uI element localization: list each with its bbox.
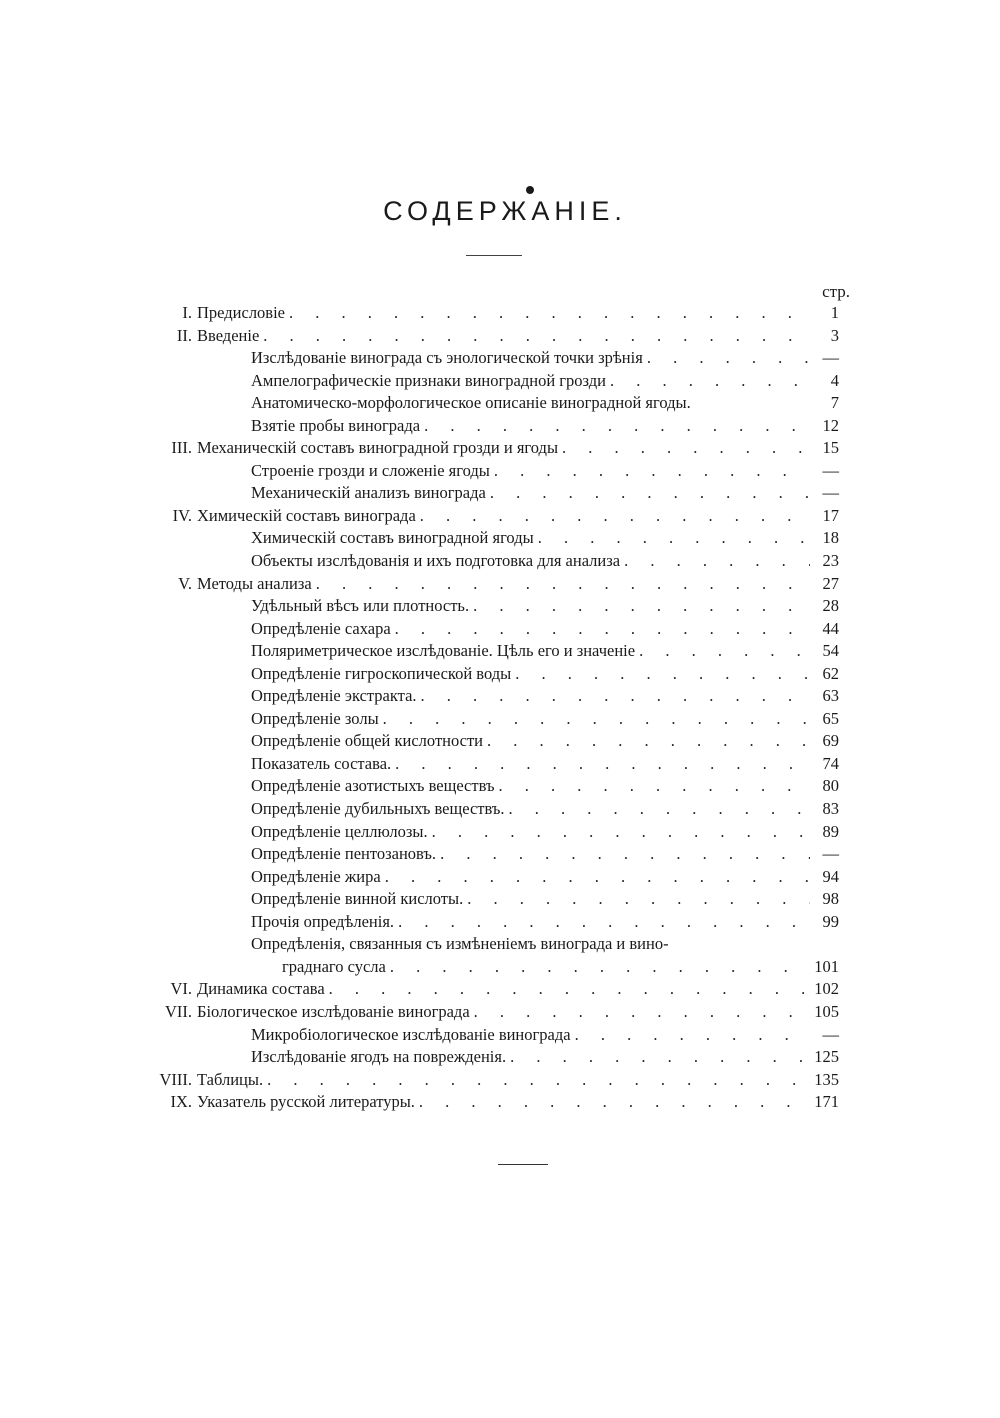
toc-entry-title: Строеніе грозди и сложеніе ягоды: [251, 460, 490, 480]
toc-entry: [0, 888, 1000, 911]
toc-entry-page: —: [822, 460, 839, 480]
toc-entry: [0, 437, 1000, 460]
toc-entry-title: Химическій составъ виноградной ягоды: [251, 528, 534, 548]
toc-entry-page: 7: [830, 393, 839, 413]
toc-entry-title: Указатель русской литературы.: [197, 1092, 415, 1112]
toc-entry-number: IV.: [172, 505, 192, 525]
toc-entry-title: Удѣльный вѣсъ или плотность.: [251, 596, 470, 616]
dot-leader: [289, 302, 810, 325]
toc-entry-leader: [197, 437, 810, 460]
bottom-divider: [498, 1164, 548, 1165]
toc-entry: [0, 753, 1000, 776]
dot-leader: [494, 460, 810, 483]
dot-leader: [424, 415, 810, 438]
toc-entry-page: 15: [822, 438, 839, 458]
toc-entry: [0, 392, 1000, 415]
toc-entry-leader: [197, 302, 810, 325]
toc-entry-leader: [197, 978, 810, 1001]
toc-entry: [0, 933, 1000, 956]
toc-entry-page: 27: [822, 573, 839, 593]
toc-entry-title: Опредѣленіе целлюлозы.: [251, 821, 428, 841]
toc-entry-page: 23: [822, 551, 839, 571]
toc-entry: [0, 708, 1000, 731]
dot-leader: [624, 550, 810, 573]
ornament-dot: [526, 186, 534, 194]
toc-entry-title: Объекты изслѣдованія и ихъ подготовка для анализа: [251, 551, 621, 571]
toc-entry-title: Опредѣленіе золы: [251, 708, 379, 728]
toc-entry-title: Микробіологическое изслѣдованіе винограда: [251, 1024, 571, 1044]
toc-entry: [0, 685, 1000, 708]
toc-entry-page: 94: [822, 866, 839, 886]
toc-entry-page: 3: [830, 325, 839, 345]
toc-entry: [0, 347, 1000, 370]
dot-leader: [421, 685, 810, 708]
toc-entry: [0, 618, 1000, 641]
page-title: СОДЕРЖАНІЕ.: [383, 196, 627, 226]
toc-entry: [0, 866, 1000, 889]
toc-entry-page: 171: [814, 1092, 839, 1112]
toc-entry: [0, 1069, 1000, 1092]
toc-entry-title: Введеніе: [197, 325, 260, 345]
toc-entry-title: Опредѣленіе общей кислотности: [251, 731, 484, 751]
dot-leader: [395, 753, 810, 776]
toc-entry: [0, 1001, 1000, 1024]
toc-entry: [0, 798, 1000, 821]
toc-entry-title: Поляриметрическое изслѣдованіе. Цѣль его и значеніе: [251, 641, 636, 661]
toc-entry: [0, 821, 1000, 844]
toc-entry-leader: [251, 1046, 810, 1069]
toc-entry-leader: [251, 618, 810, 641]
dot-leader: [515, 663, 810, 686]
toc-entry: [0, 663, 1000, 686]
toc-entry-title: Химическій составъ винограда: [197, 505, 416, 525]
dot-leader: [490, 482, 810, 505]
title-divider: [466, 255, 522, 256]
toc-entry: [0, 550, 1000, 573]
toc-entry-title: Механическій анализъ винограда: [251, 483, 486, 503]
dot-leader: [316, 573, 810, 596]
toc-entry-title: Біологическое изслѣдованіе винограда: [197, 1001, 470, 1021]
toc-entry: [0, 1046, 1000, 1069]
toc-entry-title: Анатомическо-морфологическое описаніе виноградной ягоды.: [251, 393, 691, 413]
dot-leader: [610, 370, 810, 393]
toc-entry-title: Опредѣленіе сахара: [251, 618, 391, 638]
toc-entry-page: 80: [822, 776, 839, 796]
toc-entry-leader: [251, 415, 810, 438]
toc-entry-title: Опредѣленіе жира: [251, 866, 381, 886]
toc-entry-leader: [197, 573, 810, 596]
dot-leader: [509, 798, 810, 821]
toc-entry-page: 54: [822, 641, 839, 661]
toc-entry: [0, 527, 1000, 550]
toc-entry-title: Взятіе пробы винограда: [251, 415, 421, 435]
toc-entry: [0, 370, 1000, 393]
dot-leader: [639, 640, 810, 663]
dot-leader: [538, 527, 810, 550]
toc-entry-title: Опредѣленіе азотистыхъ веществъ: [251, 776, 495, 796]
toc-entry-page: 18: [822, 528, 839, 548]
dot-leader: [263, 325, 810, 348]
toc-entry-leader: [282, 956, 810, 979]
toc-entry-leader: [197, 1069, 810, 1092]
dot-leader: [440, 843, 810, 866]
toc-entry-number: III.: [171, 438, 192, 458]
toc-entry-leader: [251, 933, 810, 956]
toc-entry-leader: [251, 640, 810, 663]
toc-entry-page: —: [822, 1024, 839, 1044]
toc-entry-page: 28: [822, 596, 839, 616]
dot-leader: [474, 1001, 810, 1024]
dot-leader: [499, 775, 811, 798]
toc-entry-leader: [197, 325, 810, 348]
toc-entry-title: Опредѣленіе пентозановъ.: [251, 844, 437, 864]
dot-leader: [562, 437, 810, 460]
toc-entry-title: Динамика состава: [197, 979, 325, 999]
toc-entry-leader: [251, 911, 810, 934]
toc-entry-leader: [251, 730, 810, 753]
toc-entry-title: Опредѣленіе гигроскопической воды: [251, 663, 512, 683]
toc-entry: [0, 956, 1000, 979]
table-of-contents: [0, 302, 1000, 1114]
toc-entry-leader: [251, 527, 810, 550]
toc-entry-title: Опредѣленіе винной кислоты.: [251, 889, 464, 909]
dot-leader: [267, 1069, 810, 1092]
toc-entry-title: Опредѣленія, связанныя съ измѣненіемъ винограда и вино-: [251, 934, 669, 954]
page-column-header: стр.: [822, 282, 850, 301]
toc-entry-leader: [197, 505, 810, 528]
dot-leader: [329, 978, 810, 1001]
toc-entry-leader: [251, 866, 810, 889]
toc-entry-leader: [251, 753, 810, 776]
toc-entry-number: VI.: [170, 979, 192, 999]
toc-entry-leader: [251, 775, 810, 798]
toc-entry-leader: [251, 595, 810, 618]
dot-leader: [432, 821, 810, 844]
toc-entry: [0, 415, 1000, 438]
toc-entry: [0, 843, 1000, 866]
toc-entry: [0, 595, 1000, 618]
dot-leader: [395, 618, 810, 641]
toc-entry-page: 99: [822, 911, 839, 931]
toc-entry-leader: [251, 482, 810, 505]
toc-entry-leader: [251, 460, 810, 483]
toc-entry-page: —: [822, 348, 839, 368]
toc-entry-number: IX.: [170, 1092, 192, 1112]
toc-entry-title: граднаго сусла: [282, 956, 386, 976]
toc-entry-title: Показатель состава.: [251, 753, 392, 773]
dot-leader: [385, 866, 810, 889]
toc-entry-page: 135: [814, 1069, 839, 1089]
dot-leader: [383, 708, 810, 731]
toc-entry-page: 125: [814, 1047, 839, 1067]
toc-entry-leader: [251, 843, 810, 866]
dot-leader: [390, 956, 810, 979]
toc-entry: [0, 978, 1000, 1001]
toc-entry-page: 65: [822, 708, 839, 728]
toc-entry: [0, 302, 1000, 325]
dot-leader: [467, 888, 810, 911]
toc-entry-title: Изслѣдованіе винограда съ энологической точки зрѣнія: [251, 348, 643, 368]
toc-entry: [0, 775, 1000, 798]
toc-entry: [0, 730, 1000, 753]
toc-entry-leader: [251, 888, 810, 911]
toc-entry-title: Ампелографическіе признаки виноградной грозди: [251, 370, 606, 390]
toc-entry-title: Опредѣленіе дубильныхъ веществъ.: [251, 799, 505, 819]
toc-entry-page: 4: [830, 370, 839, 390]
toc-entry-title: Механическій составъ виноградной грозди и ягоды: [197, 438, 559, 458]
toc-entry-page: 12: [822, 415, 839, 435]
toc-entry: [0, 1091, 1000, 1114]
toc-entry-leader: [197, 1001, 810, 1024]
toc-entry-leader: [251, 1024, 810, 1047]
toc-entry-leader: [251, 708, 810, 731]
toc-entry-leader: [251, 370, 810, 393]
toc-entry-leader: [251, 685, 810, 708]
toc-entry: [0, 325, 1000, 348]
toc-entry-leader: [251, 798, 810, 821]
toc-entry-page: 83: [822, 799, 839, 819]
toc-entry-page: 101: [814, 956, 839, 976]
toc-entry-page: 62: [822, 663, 839, 683]
toc-entry: [0, 911, 1000, 934]
dot-leader: [473, 595, 810, 618]
toc-entry-page: —: [822, 483, 839, 503]
toc-entry-title: Методы анализа: [197, 573, 312, 593]
toc-entry: [0, 482, 1000, 505]
toc-entry-page: 44: [822, 618, 839, 638]
dot-leader: [647, 347, 810, 370]
dot-leader: [510, 1046, 810, 1069]
toc-entry: [0, 573, 1000, 596]
toc-entry-number: VIII.: [159, 1069, 192, 1089]
toc-entry-page: 74: [822, 753, 839, 773]
toc-entry-title: Таблицы.: [197, 1069, 264, 1089]
toc-entry-page: 102: [814, 979, 839, 999]
toc-entry-number: VII.: [164, 1001, 192, 1021]
toc-entry-title: Изслѣдованіе ягодъ на поврежденія.: [251, 1047, 507, 1067]
dot-leader: [419, 1091, 810, 1114]
toc-entry: [0, 640, 1000, 663]
toc-entry-page: 98: [822, 889, 839, 909]
toc-entry: [0, 505, 1000, 528]
toc-entry-title: Прочія опредѣленія.: [251, 911, 395, 931]
toc-entry-page: 89: [822, 821, 839, 841]
toc-entry-page: 63: [822, 686, 839, 706]
dot-leader: [420, 505, 810, 528]
toc-entry-title: Опредѣленіе экстракта.: [251, 686, 417, 706]
toc-entry: [0, 1024, 1000, 1047]
toc-entry-leader: [251, 663, 810, 686]
dot-leader: [398, 911, 810, 934]
toc-entry-leader: [197, 1091, 810, 1114]
toc-entry-page: —: [822, 844, 839, 864]
toc-entry-number: I.: [182, 303, 192, 322]
toc-entry-leader: [251, 821, 810, 844]
toc-entry-title: Предисловіе: [197, 303, 286, 322]
toc-entry-page: 17: [822, 505, 839, 525]
toc-entry-page: 1: [830, 303, 839, 322]
toc-entry-page: 69: [822, 731, 839, 751]
toc-entry: [0, 460, 1000, 483]
toc-entry-leader: [251, 550, 810, 573]
dot-leader: [487, 730, 810, 753]
toc-entry-leader: [251, 392, 810, 415]
toc-entry-number: II.: [176, 325, 192, 345]
toc-entry-number: V.: [178, 573, 192, 593]
dot-leader: [575, 1024, 810, 1047]
toc-entry-page: 105: [814, 1001, 839, 1021]
toc-entry-leader: [251, 347, 810, 370]
